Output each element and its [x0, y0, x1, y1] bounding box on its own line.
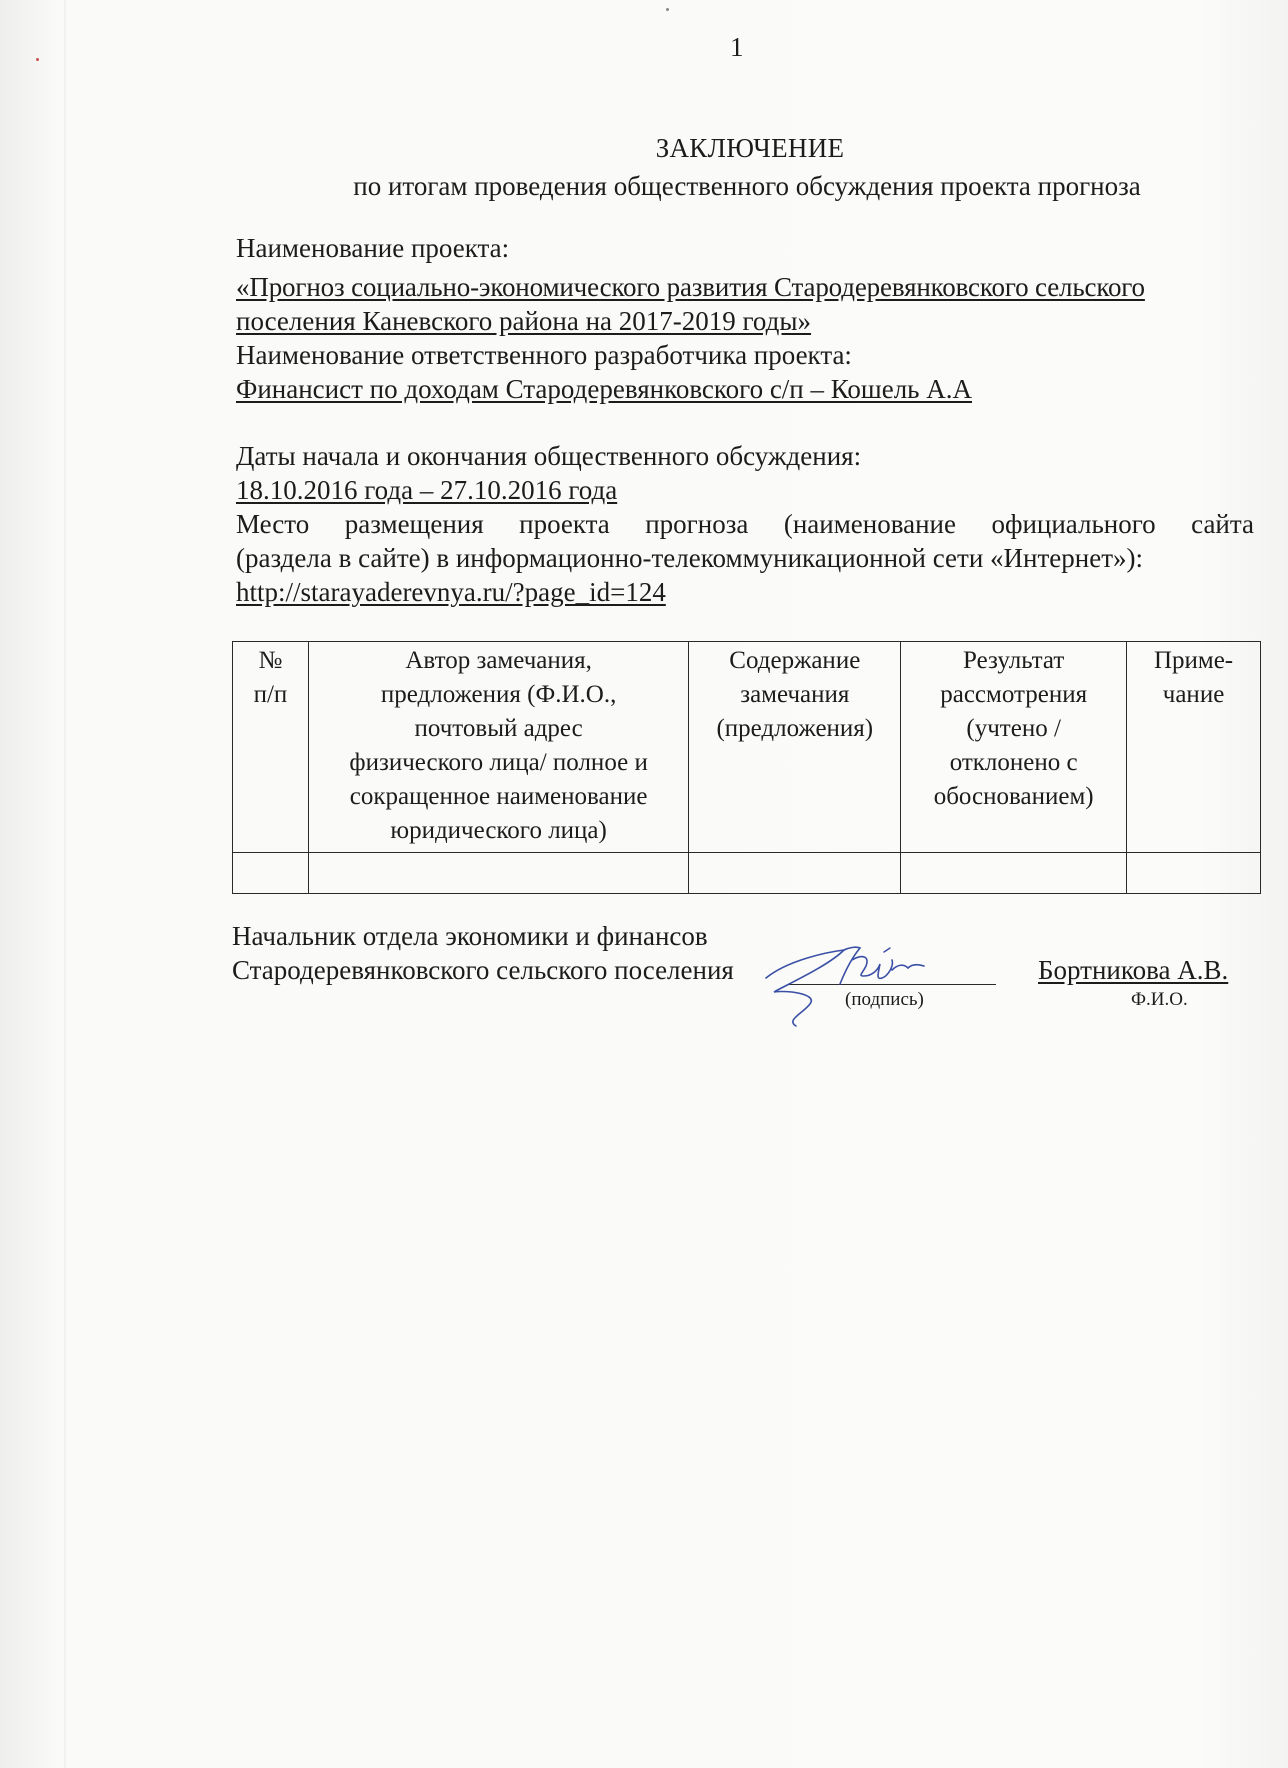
- header-line: рассмотрения: [940, 681, 1088, 708]
- header-note: [1127, 642, 1261, 853]
- table-cell: [233, 853, 309, 894]
- dates-label: Даты начала и окончания общественного обсуждения:: [236, 441, 862, 471]
- signer-position-line1: Начальник отдела экономики и финансов: [232, 921, 708, 951]
- header-line: Приме-: [1153, 647, 1234, 674]
- header-line: Результат: [963, 647, 1065, 674]
- developer-label: Наименование ответственного разработчика проекта:: [236, 340, 852, 370]
- table-cell: [689, 853, 901, 894]
- header-author: [308, 642, 688, 853]
- project-name-line2: поселения Каневского района на 2017-2019 годы»: [236, 306, 812, 336]
- handwritten-signature: [748, 930, 1008, 1030]
- table-row: [233, 853, 1261, 894]
- page-number: 1: [730, 32, 744, 62]
- header-number: [233, 642, 309, 853]
- project-label: Наименование проекта:: [236, 233, 510, 263]
- header-line: физического лица/ полное и: [349, 749, 648, 776]
- header-line: обоснованием): [933, 783, 1094, 810]
- document-subtitle: по итогам проведения общественного обсуждения проекта прогноза: [353, 171, 1141, 201]
- table-cell: [1127, 853, 1261, 894]
- header-line: (предложения): [716, 715, 874, 742]
- placement-line2: (раздела в сайте) в информационно-телекоммуникационной сети «Интернет»):: [236, 543, 1143, 573]
- header-line: Автор замечания,: [405, 647, 592, 674]
- placement-line1: Место размещения проекта прогноза (наименование официального сайта: [236, 509, 1254, 539]
- signature-caption: (подпись): [845, 989, 924, 1010]
- document-title: ЗАКЛЮЧЕНИЕ: [655, 133, 845, 163]
- header-line: отклонено с: [949, 749, 1078, 776]
- header-result: [901, 642, 1127, 853]
- placement-url[interactable]: http://starayaderevnya.ru/?page_id=124: [236, 577, 666, 607]
- paper-speck: [36, 58, 39, 61]
- signer-name-text: Бортникова А.В.: [1038, 955, 1229, 985]
- header-line: чание: [1162, 681, 1225, 708]
- signer-name: [1038, 955, 1228, 986]
- header-line: почтовый адрес: [414, 715, 583, 742]
- header-line: сокращенное наименование: [349, 783, 648, 810]
- table-cell: [901, 853, 1127, 894]
- table-header-row: [233, 642, 1261, 853]
- header-line: №: [258, 647, 283, 674]
- table-cell: [308, 853, 688, 894]
- developer-value: Финансист по доходам Стародеревянковского с/п – Кошель А.А: [236, 374, 972, 404]
- header-line: п/п: [253, 681, 288, 708]
- header-line: (учтено /: [966, 715, 1061, 742]
- header-line: предложения (Ф.И.О.,: [380, 681, 617, 708]
- comments-table: [232, 641, 1261, 894]
- header-line: юридического лица): [390, 817, 607, 844]
- header-line: Содержание: [729, 647, 861, 674]
- paper-speck: [666, 8, 669, 11]
- header-content: [689, 642, 901, 853]
- project-name-line1: «Прогноз социально-экономического развития Стародеревянковского сельского: [236, 272, 1145, 302]
- header-line: замечания: [740, 681, 850, 708]
- dates-value: 18.10.2016 года – 27.10.2016 года: [236, 475, 618, 505]
- name-caption: Ф.И.О.: [1131, 989, 1188, 1010]
- signer-position-line2: Стародеревянковского сельского поселения: [232, 955, 734, 985]
- paper-fold-shadow: [64, 0, 66, 1768]
